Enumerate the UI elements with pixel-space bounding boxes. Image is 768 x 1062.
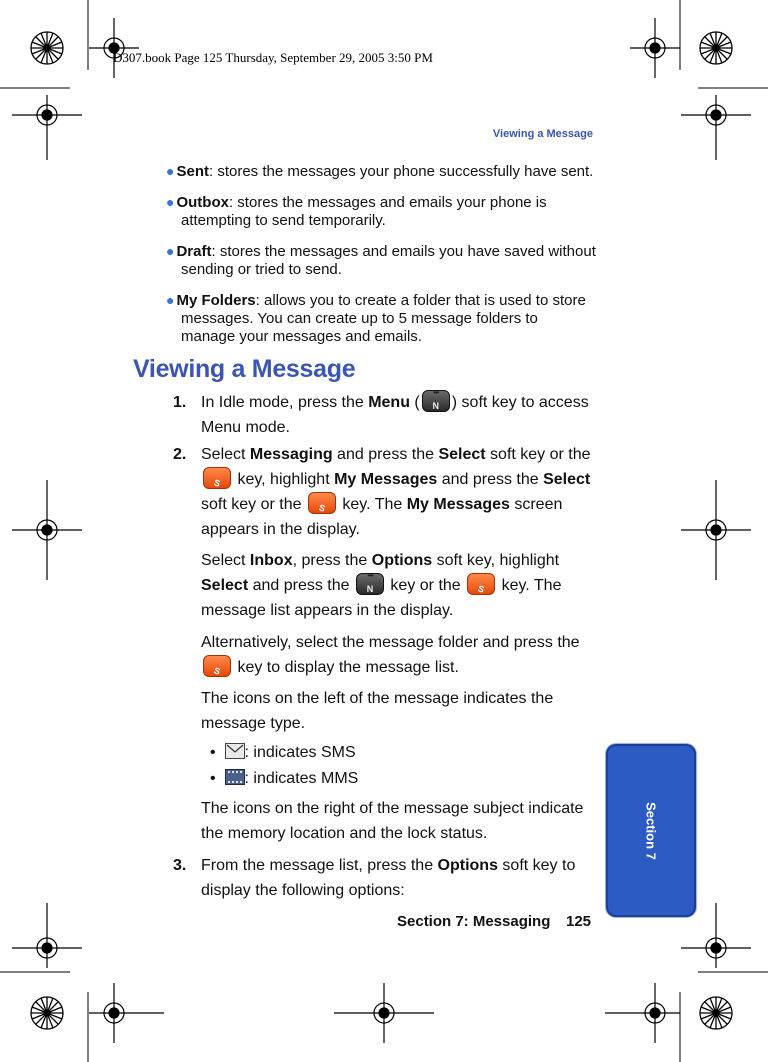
section-heading: Viewing a Message (133, 355, 356, 383)
inbox-paragraph: Select Inbox, press the Options soft key, highlight Select and press the ••• N key or the S key. The message list appears in the display. (201, 548, 596, 623)
menu-key-icon (356, 573, 384, 595)
bullet-dot-icon: ● (166, 292, 175, 308)
page-number: 125 (566, 913, 592, 930)
icons-left-paragraph: The icons on the left of the message indicates the message type. (201, 690, 554, 732)
bullet-sent: ● Sent: stores the messages your phone successfully have sent. (166, 163, 594, 180)
section-tab (606, 744, 696, 917)
select-key-icon (467, 573, 495, 595)
section-tab-label: Section 7 (643, 801, 659, 860)
footer-section-title: Section 7: Messaging (397, 913, 551, 930)
bullet-my-folders: ● My Folders: allows you to create a folder that is used to store messages. You can create up to 5 message folders to manage your messages and emails. (166, 292, 586, 345)
bullet-outbox: ● Outbox: stores the messages and emails your phone is attempting to send temporarily. (166, 194, 547, 229)
bullet-dot-icon: ● (166, 163, 175, 179)
menu-key-icon (422, 390, 450, 412)
step-3-text: From the message list, press the Options soft key to display the following options: (201, 857, 576, 899)
select-key-icon (308, 492, 336, 514)
envelope-icon (225, 743, 245, 759)
step-number: 3. (173, 857, 187, 874)
step-number: 2. (173, 446, 187, 463)
select-key-icon (203, 655, 231, 677)
icon-bullet-sms: • : indicates SMS (210, 744, 356, 761)
icons-right-paragraph: The icons on the right of the message subject indicate the memory location and the lock status. (201, 800, 584, 842)
running-head: Viewing a Message (492, 128, 593, 140)
bullet-dot-icon: ● (166, 243, 175, 259)
step-2-text: Select Messaging and press the Select soft key or the S key, highlight My Messages and press the Select soft key or the S key. The My Messages screen appears in the display. (201, 442, 596, 542)
step-number: 1. (173, 394, 187, 411)
alternative-paragraph: Alternatively, select the message folder and press the S key to display the message list. (201, 630, 596, 680)
book-header: D307.book Page 125 Thursday, September 29, 2005 3:50 PM (113, 50, 433, 65)
icon-bullet-mms: • : indicates MMS (210, 770, 359, 787)
film-icon (225, 769, 245, 785)
bullet-draft: ● Draft: stores the messages and emails you have saved without sending or tried to send. (166, 243, 596, 278)
bullet-dot-icon: ● (166, 194, 175, 210)
step-1-text: In Idle mode, press the Menu (••• N ) soft key to access Menu mode. (201, 390, 596, 440)
select-key-icon (203, 467, 231, 489)
